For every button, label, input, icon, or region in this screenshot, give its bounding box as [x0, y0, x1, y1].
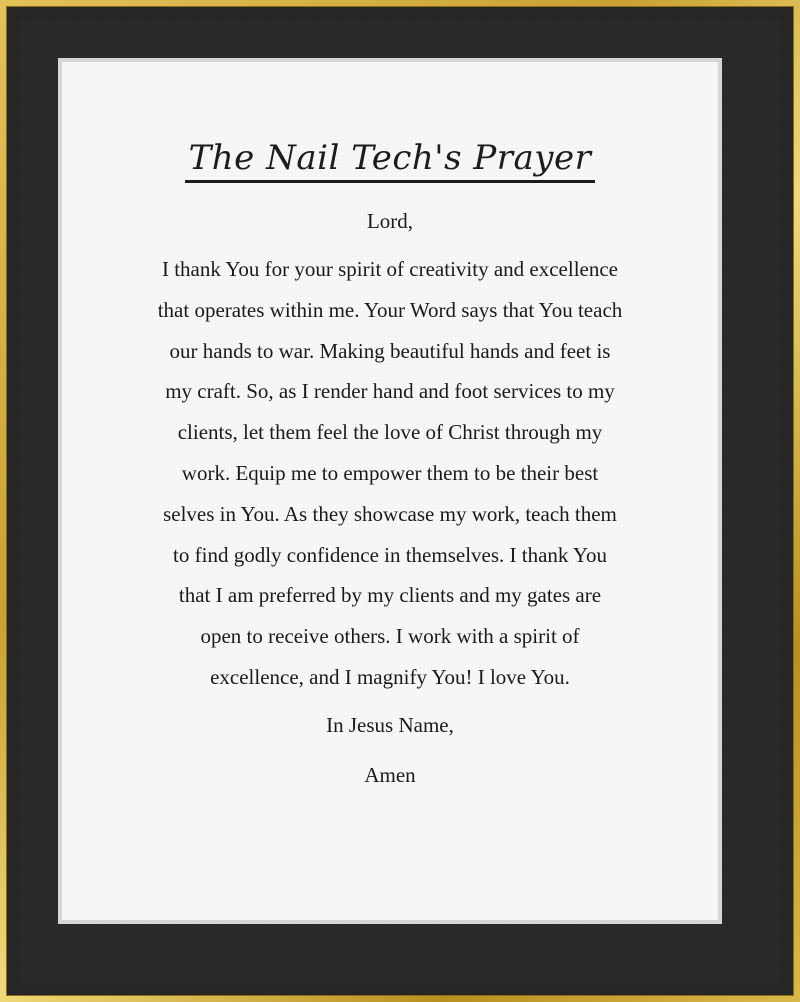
- amen: Amen: [364, 763, 416, 787]
- body-line: to find godly confidence in themselves. I thank You: [173, 542, 607, 567]
- body-line: work. Equip me to empower them to be their best: [181, 460, 599, 485]
- paper-border: [58, 58, 722, 924]
- body-line: I thank You for your spirit of creativity and excellence: [161, 257, 619, 281]
- body-line: excellence, and I magnify You! I love You.: [210, 664, 570, 689]
- prayer-body: [122, 249, 658, 698]
- closing: In Jesus Name,: [326, 713, 454, 737]
- body-line: our hands to war. Making beautiful hands and feet is: [169, 338, 611, 363]
- prayer-paper: [62, 62, 718, 920]
- salutation: Lord,: [366, 209, 414, 233]
- body-line: open to receive others. I work with a spirit of: [200, 624, 580, 649]
- prayer-title: The Nail Tech's Prayer: [185, 138, 596, 183]
- title-wrap: [62, 138, 718, 183]
- body-line: selves in You. As they showcase my work, teach them: [163, 501, 617, 526]
- body-line: my craft. So, as I render hand and foot services to my: [165, 379, 615, 404]
- body-line: that operates within me. Your Word says that You teach: [157, 297, 623, 322]
- body-line: clients, let them feel the love of Christ through my: [177, 420, 603, 445]
- body-line: that I am preferred by my clients and my gates are: [178, 583, 602, 608]
